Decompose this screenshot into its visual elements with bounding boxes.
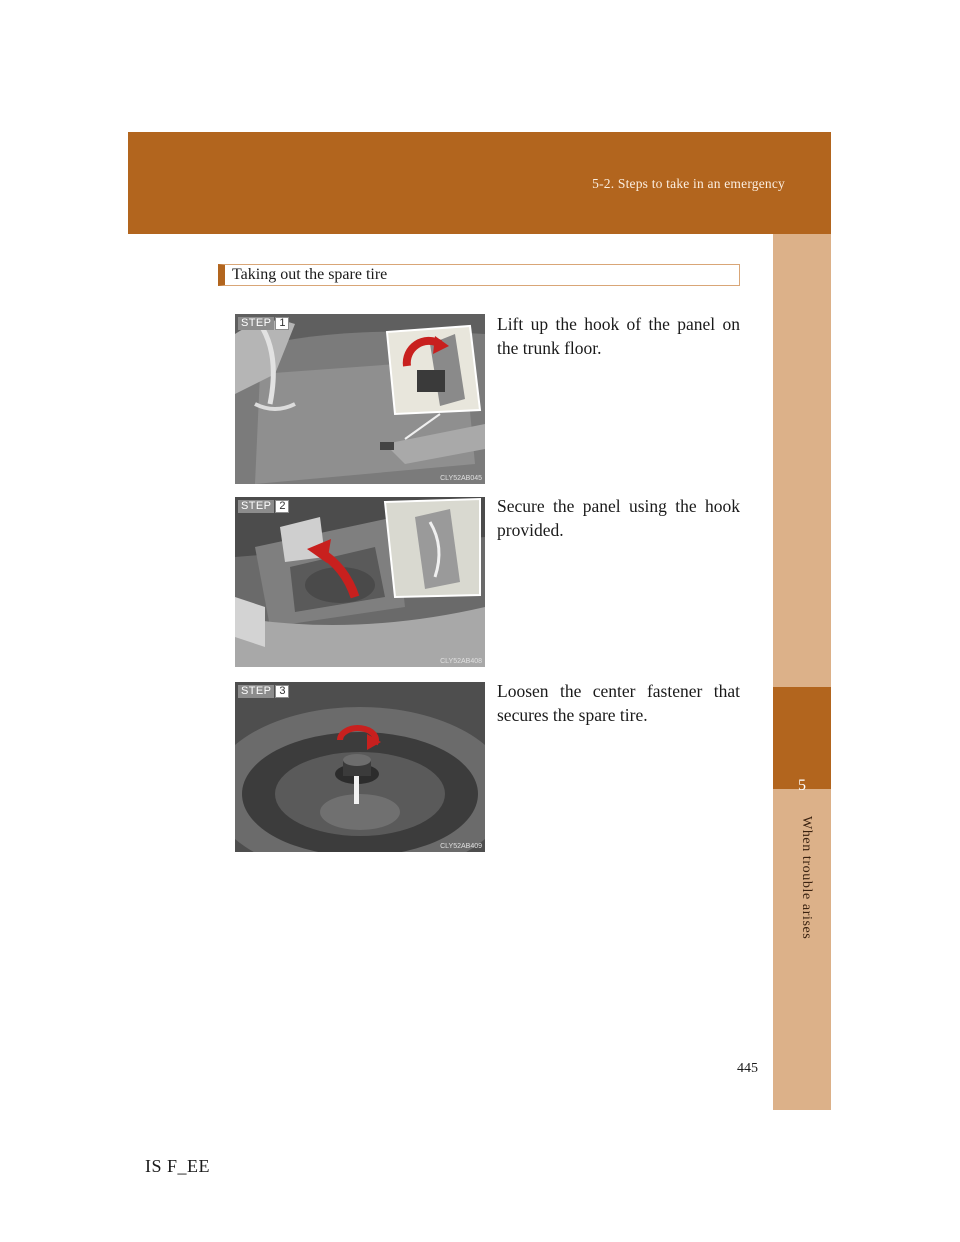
footer-document-code: IS F_EE [145,1156,211,1176]
page-number: 445 [737,1061,758,1076]
chapter-title: When trouble arises [799,816,814,940]
step-label: STEP [238,500,274,513]
step-number: 1 [275,317,289,330]
step-1-illustration [235,314,485,484]
chapter-marker [773,687,831,789]
header-band [128,132,831,234]
step-1-badge [238,317,289,330]
step-3-badge [238,685,289,698]
chapter-side-tab[interactable] [773,234,831,1110]
step-number: 2 [275,500,289,513]
chapter-number: 5 [798,777,806,794]
step-label: STEP [238,685,274,698]
step-3-illustration [235,682,485,852]
step-2-illustration [235,497,485,667]
trunk-floor-illustration [235,314,485,484]
figure-code: CLY52AB045 [440,475,482,482]
figure-code: CLY52AB409 [440,843,482,850]
trunk-panel-illustration [235,497,485,667]
step-2-text: Secure the panel using the hook provided. [497,496,740,540]
figure-code: CLY52AB408 [440,658,482,665]
section-heading: Taking out the spare tire [218,264,740,286]
step-2-badge [238,500,289,513]
step-label: STEP [238,317,274,330]
step-1-text: Lift up the hook of the panel on the trunk floor. [497,314,740,358]
step-3-text: Loosen the center fastener that secures the spare tire. [497,681,740,725]
step-number: 3 [275,685,289,698]
section-header-title: 5-2. Steps to take in an emergency [592,176,785,191]
spare-tire-illustration [235,682,485,852]
